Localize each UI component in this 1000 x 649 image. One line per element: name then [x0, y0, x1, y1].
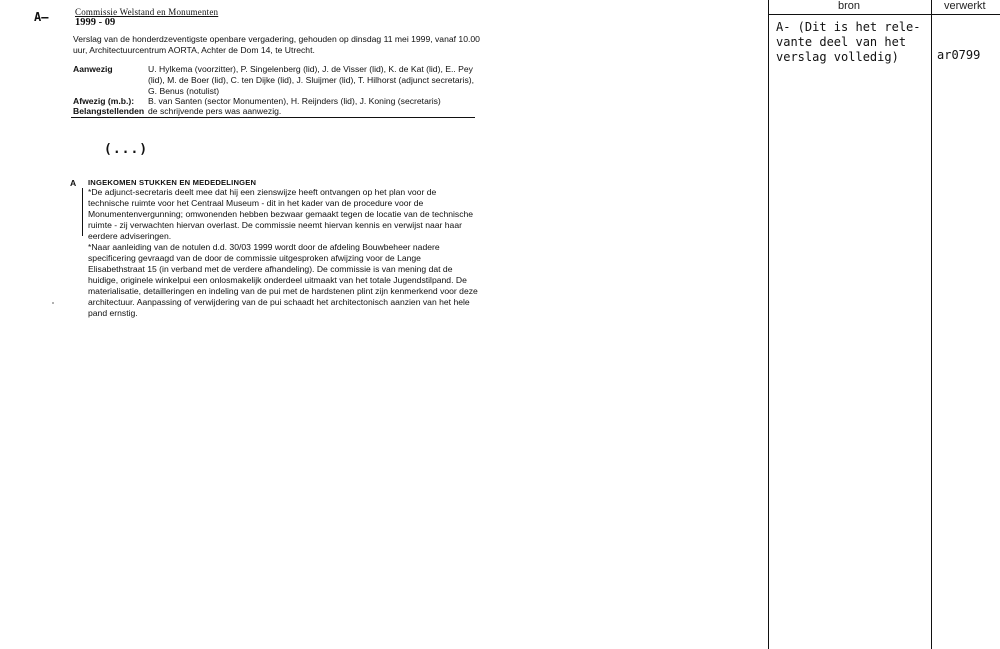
- column-header-bron: bron: [838, 0, 861, 12]
- bron-note-line: verslag volledig): [776, 50, 899, 64]
- report-number: 1999 - 09: [75, 17, 116, 28]
- section-letter: A: [70, 178, 77, 188]
- attendance-label-absent: Afwezig (m.b.):: [73, 96, 135, 106]
- scan-speck: [52, 302, 54, 304]
- table-border-left: [768, 0, 769, 649]
- header-divider: [71, 117, 475, 118]
- table-header-rule: [769, 14, 1000, 15]
- intro-paragraph: Verslag van de honderdzeventigste openbare vergadering, gehouden op dinsdag 11 mei 1999, vanaf 10.00 uur, Architectuurcentrum AORTA, Achter de Dom 14, te Utrecht.: [73, 34, 480, 55]
- attendance-value-present: U. Hylkema (voorzitter), P. Singelenberg (lid), J. de Visser (lid), K. de Kat (lid), E.. Pey (lid), M. de Boer (lid), C. ten Dijke (lid), J. Sluijmer (lid), T. Hilhorst (adjunct secretaris), G. Benus (notulist): [148, 64, 475, 96]
- section-body: [88, 187, 478, 319]
- section-paragraph: *De adjunct-secretaris deelt mee dat hij een zienswijze heeft ontvangen op het plan voor de technische ruimte voor het Centraal Museum - dit in het kader van de procedure voor de Monumentenvergunning; omwonenden hebben bezwaar gemaakt tegen de locatie van de technische ruimte - zij verwachten hiervan overlast. De commissie neemt hiervan kennis en verwijst naar haar eerdere adviseringen.: [88, 187, 474, 241]
- attendance-label-interested: Belangstellenden: [73, 106, 145, 116]
- section-heading: INGEKOMEN STUKKEN EN MEDEDELINGEN: [88, 178, 257, 187]
- section-marker-a: A–: [34, 10, 49, 24]
- commission-title: Commissie Welstand en Monumenten: [75, 7, 219, 17]
- bron-note: [776, 20, 931, 65]
- attendance-value-interested: de schrijvende pers was aanwezig.: [148, 106, 282, 116]
- attendance-value-absent: B. van Santen (sector Monumenten), H. Reijnders (lid), J. Koning (secretaris): [148, 96, 441, 106]
- attendance-label-present: Aanwezig: [73, 64, 113, 74]
- bron-note-line: vante deel van het: [776, 35, 907, 49]
- omission-ellipsis: (...): [104, 142, 149, 157]
- bron-note-line: A- (Dit is het rele-: [776, 20, 921, 34]
- verwerkt-code: ar0799: [937, 48, 981, 62]
- column-header-verwerkt: verwerkt: [944, 0, 986, 12]
- section-paragraph: *Naar aanleiding van de notulen d.d. 30/03 1999 wordt door de afdeling Bouwbeheer nadere specificering gevraagd van de door de commissie uitgesproken afwijzing voor de Lange Elisabethstraat 15 (in verband met de verdere afhandeling). De commissie is van mening dat de huidige, originele winkelpui een onlosmakelijk onderdeel uitmaakt van het totale Jugendstilpand. De materialisatie, detailleringen en indeling van de pui met de hardstenen plint zijn kenmerkend voor deze architectuur. Aanpassing of verwijdering van de pui schaadt het architectonisch aanzien van het hele pand ernstig.: [88, 242, 478, 318]
- table-border-middle: [931, 0, 932, 649]
- margin-mark: [82, 188, 83, 236]
